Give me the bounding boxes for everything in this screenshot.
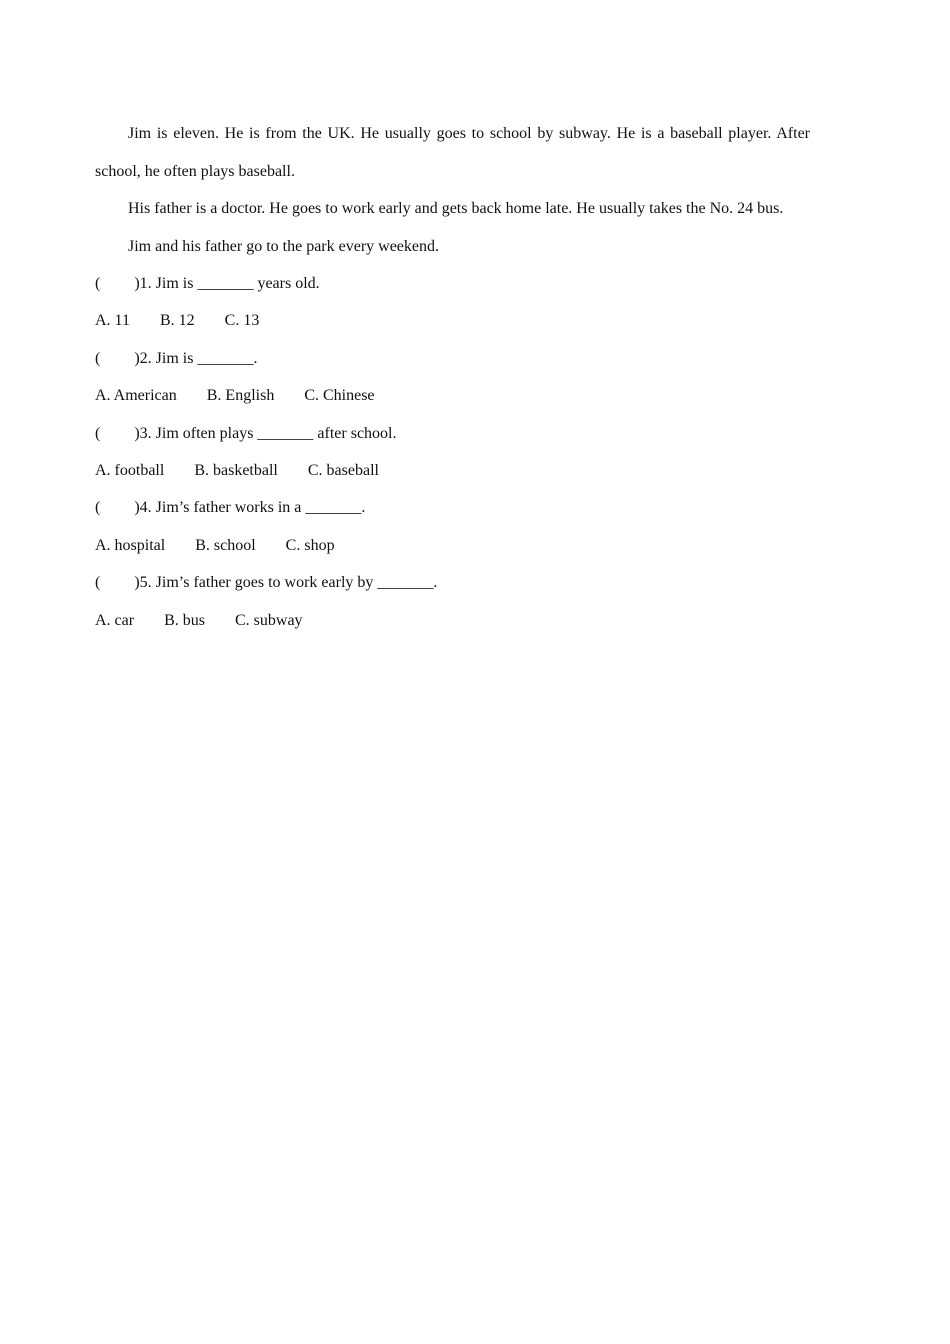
question-2: [95, 340, 810, 415]
answer-blank-paren: (: [95, 349, 101, 367]
answer-blank-paren: (: [95, 574, 101, 592]
question-4-stem: [95, 489, 810, 526]
question-1-stem: [95, 265, 810, 302]
question-2-options: [95, 377, 810, 414]
option-b: B. basketball: [194, 462, 278, 480]
option-c: C. 13: [224, 312, 260, 330]
option-b: B. school: [195, 536, 256, 554]
question-5-stem: [95, 564, 810, 601]
question-3-options: [95, 452, 810, 489]
option-a: A. American: [95, 387, 177, 405]
passage-paragraph-3: Jim and his father go to the park every weekend.: [128, 237, 440, 255]
option-c: C. subway: [235, 611, 303, 629]
answer-blank-paren: (: [95, 424, 101, 442]
option-a: A. 11: [95, 312, 130, 330]
passage-paragraph-1: Jim is eleven. He is from the UK. He usually goes to school by subway. He is a baseball player. After school, he often plays baseball.: [95, 125, 810, 180]
question-text: )2. Jim is _______.: [134, 349, 258, 367]
option-a: A. hospital: [95, 536, 166, 554]
option-b: B. 12: [159, 312, 195, 330]
option-c: C. baseball: [307, 462, 379, 480]
answer-blank-paren: (: [95, 499, 101, 517]
option-a: A. car: [95, 611, 135, 629]
question-list: [95, 265, 810, 639]
option-a: A. football: [95, 462, 165, 480]
answer-blank-paren: (: [95, 275, 101, 292]
question-3: [95, 415, 810, 490]
question-3-stem: [95, 415, 810, 452]
question-4-options: [95, 527, 810, 564]
question-text: )4. Jim’s father works in a _______.: [134, 499, 366, 517]
question-2-stem: [95, 340, 810, 377]
question-1-options: [95, 302, 810, 339]
question-1: [95, 265, 810, 340]
option-c: C. Chinese: [304, 387, 375, 405]
question-text: )5. Jim’s father goes to work early by _______.: [134, 574, 438, 592]
question-5: [95, 564, 810, 639]
option-b: B. bus: [164, 611, 205, 629]
question-text: )3. Jim often plays _______ after school.: [134, 424, 397, 442]
question-5-options: [95, 602, 810, 639]
question-4: [95, 489, 810, 564]
option-b: B. English: [206, 387, 275, 405]
option-c: C. shop: [285, 536, 335, 554]
worksheet: [95, 115, 810, 639]
reading-passage: [95, 115, 810, 265]
passage-paragraph-2: His father is a doctor. He goes to work early and gets back home late. He usually takes the No. 24 bus.: [128, 200, 784, 217]
question-text: )1. Jim is _______ years old.: [134, 275, 320, 292]
